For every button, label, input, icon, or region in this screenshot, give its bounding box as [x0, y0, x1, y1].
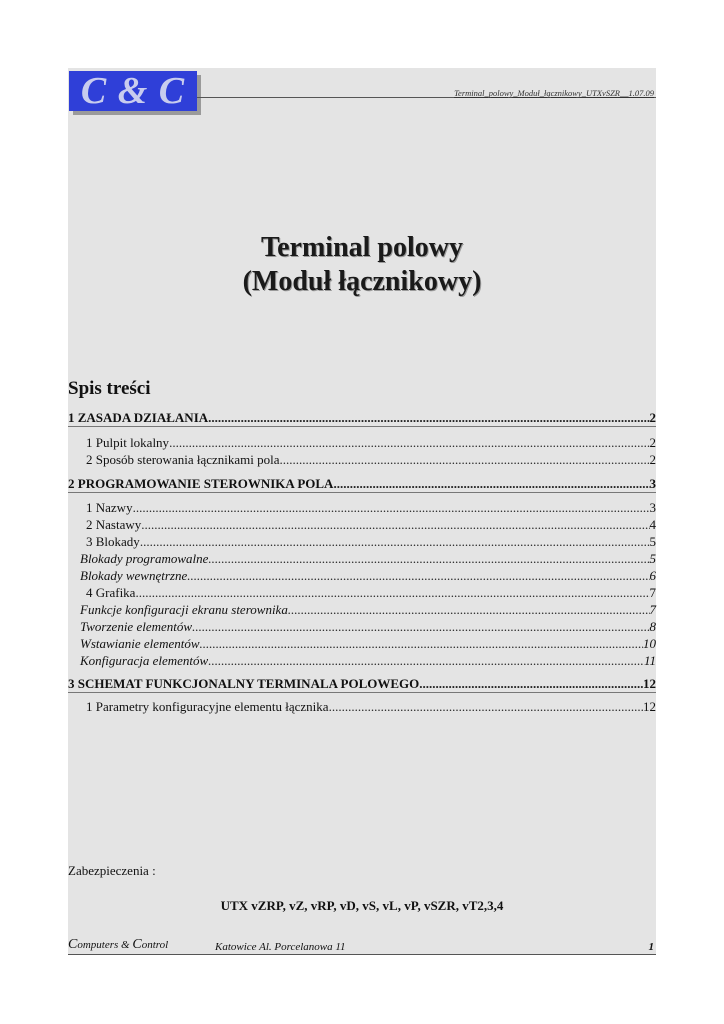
toc-entry[interactable]: Wstawianie elementów ..... 10: [80, 634, 656, 652]
dot-leader: [135, 585, 649, 601]
toc-entry[interactable]: Blokady programowalne ..... 5: [80, 549, 656, 567]
document-title-line1: Terminal polowy: [261, 232, 463, 263]
footer-address: Katowice Al. Porcelanowa 11: [215, 941, 346, 953]
document-title-line2: (Moduł łącznikowy): [242, 266, 482, 297]
toc-entry[interactable]: 2 PROGRAMOWANIE STEROWNIKA POLA ..... 3: [68, 474, 656, 493]
toc-entry[interactable]: 4 Grafika ..... 7: [86, 583, 656, 601]
toc-entry[interactable]: 1 Pulpit lokalny ..... 2: [86, 433, 656, 451]
dot-leader: [133, 500, 650, 516]
toc-entry[interactable]: 1 Parametry konfiguracyjne elementu łącznika ..... 12: [86, 697, 656, 715]
toc-entry[interactable]: 1 Nazwy ..... 3: [86, 498, 656, 516]
dot-leader: [333, 476, 649, 492]
dot-leader: [419, 676, 643, 692]
toc-entry[interactable]: Konfiguracja elementów ..... 11: [80, 651, 656, 669]
toc-entry[interactable]: 3 SCHEMAT FUNKCJONALNY TERMINALA POLOWEGO ..... 12: [68, 674, 656, 693]
toc-entry[interactable]: 2 Nastawy ..... 4: [86, 515, 656, 533]
toc-heading: Spis treści: [68, 378, 151, 399]
dot-leader: [169, 435, 649, 451]
protections-label: Zabezpieczenia :: [68, 863, 156, 878]
footer-page-number: 1: [648, 941, 654, 953]
dot-leader: [208, 653, 644, 669]
dot-leader: [192, 619, 649, 635]
dot-leader: [141, 517, 649, 533]
toc-entry[interactable]: 3 Blokady ..... 5: [86, 532, 656, 550]
footer-company: Computers & Control: [68, 937, 169, 952]
protections-list: UTX vZRP, vZ, vRP, vD, vS, vL, vP, vSZR, vT2,3,4: [220, 898, 504, 913]
toc-entry[interactable]: 1 ZASADA DZIAŁANIA ..... 2: [68, 408, 656, 427]
dot-leader: [140, 534, 650, 550]
dot-leader: [208, 551, 649, 567]
page-footer: [68, 938, 656, 955]
toc-entry[interactable]: 2 Sposób sterowania łącznikami pola ..... 2: [86, 450, 656, 468]
dot-leader: [200, 636, 643, 652]
dot-leader: [187, 568, 649, 584]
toc-entry[interactable]: Blokady wewnętrzne ..... 6: [80, 566, 656, 584]
company-logo: C & C: [69, 71, 197, 111]
dot-leader: [329, 699, 643, 715]
toc-entry[interactable]: Tworzenie elementów ..... 8: [80, 617, 656, 635]
dot-leader: [280, 452, 650, 468]
header-doc-reference: Terminal_polowy_Moduł_łącznikowy_UTXvSZR__1.07.09: [454, 88, 654, 98]
dot-leader: [208, 410, 649, 426]
toc-entry[interactable]: Funkcje konfiguracji ekranu sterownika ..... 7: [80, 600, 656, 618]
dot-leader: [288, 602, 650, 618]
